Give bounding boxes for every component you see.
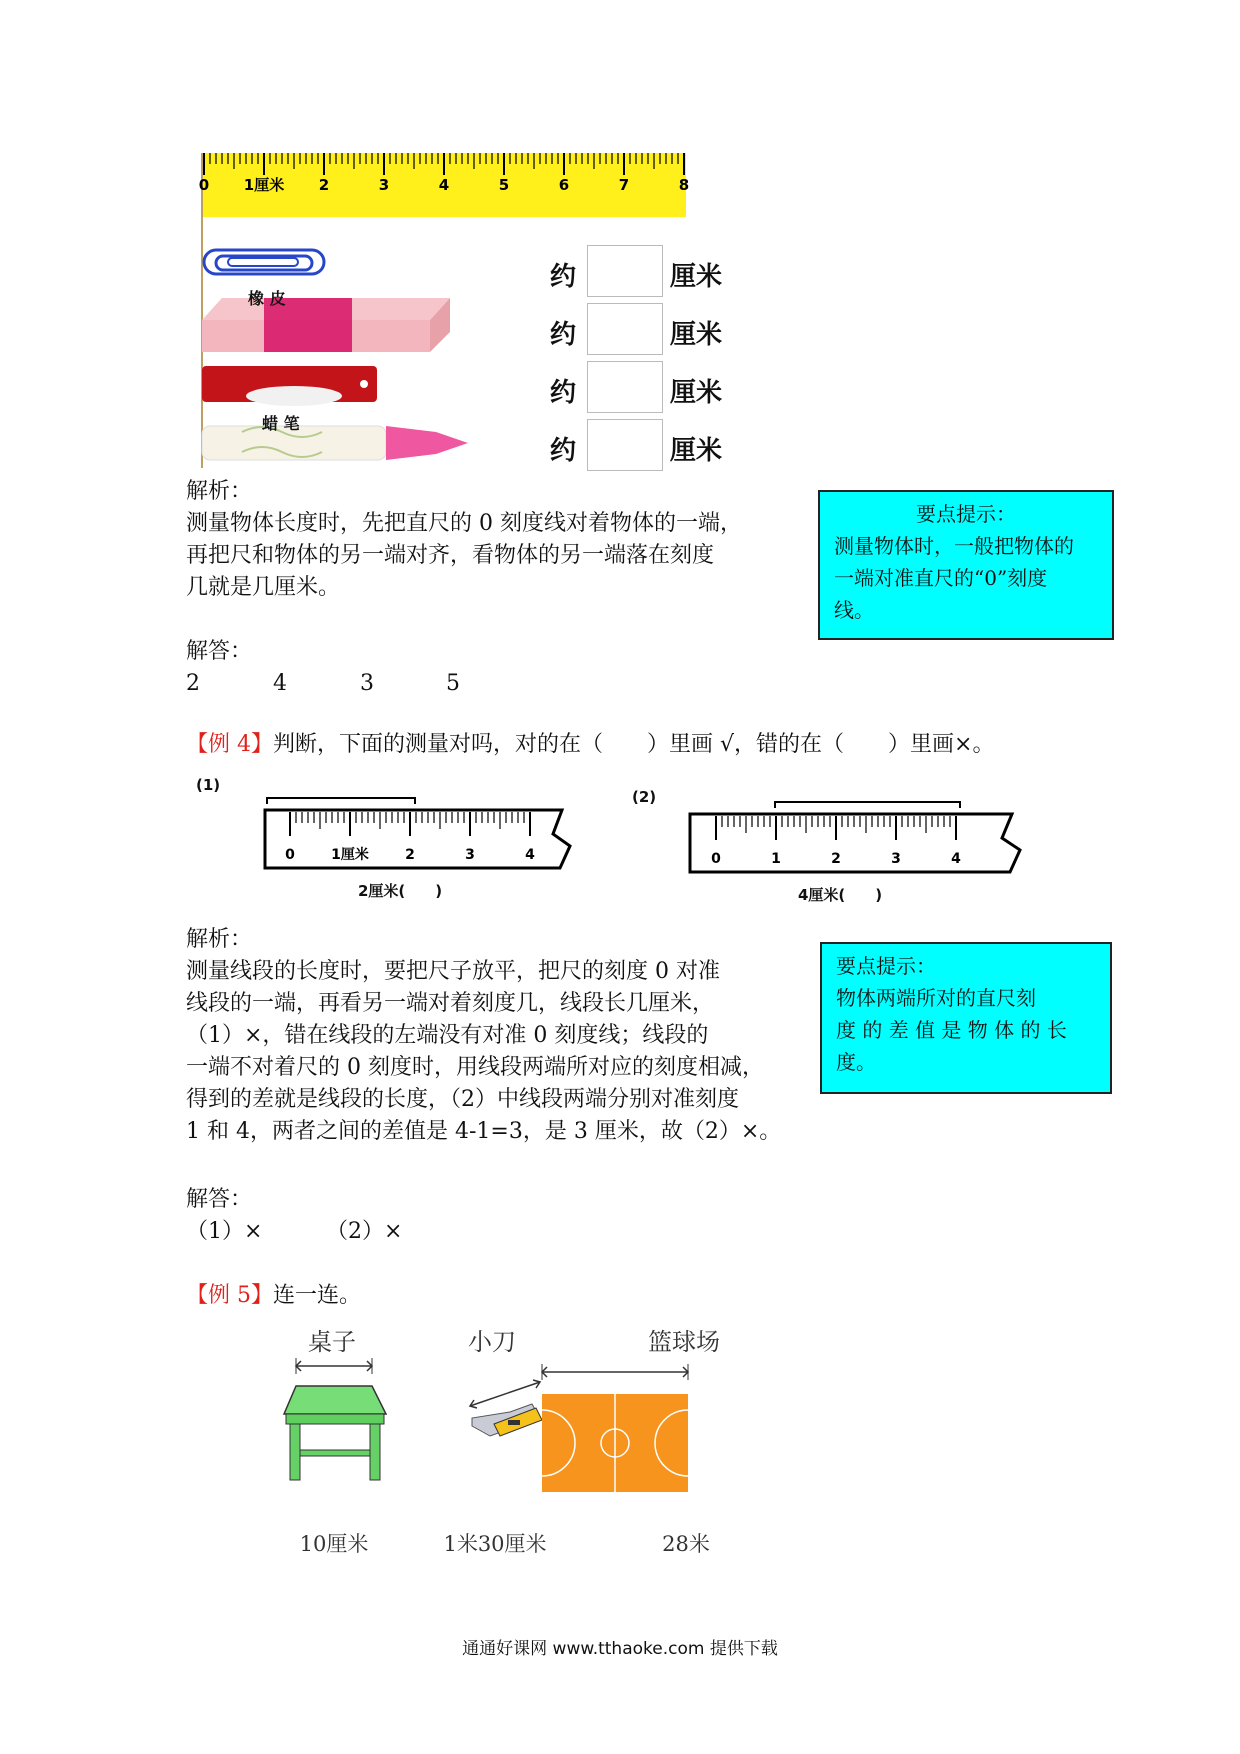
ruler-tick-label: 7 (618, 176, 630, 194)
ex4-answer-1: （1）× (186, 1219, 263, 1244)
answer-box[interactable] (587, 245, 663, 297)
fig1-caption: 2厘米( ) (358, 882, 443, 900)
approx-label: 约 (550, 378, 577, 408)
ex4-analysis-line-2: 线段的一端，再看另一端对着刻度几，线段长几厘米， (186, 991, 715, 1016)
ex3-analysis-title: 解析： (186, 479, 253, 504)
answer-box[interactable] (587, 419, 663, 471)
tip-line: 测量物体时，一般把物体的 (834, 534, 1074, 558)
tip-line: 一端对准直尺的“0”刻度 (834, 566, 1048, 590)
ruler-tick-label: 2 (318, 176, 330, 194)
ruler-tick-label: 1 (771, 851, 781, 867)
object-label-court: 篮球场 (648, 1328, 720, 1356)
approx-label: 约 (550, 262, 577, 292)
tip-line: 度。 (836, 1050, 876, 1074)
tip-title: 要点提示： (916, 502, 1016, 526)
ex3-answer-title: 解答： (186, 639, 253, 664)
ruler-tick-label: 5 (498, 176, 510, 194)
eraser-icon (202, 298, 450, 352)
ex4-question (186, 729, 994, 761)
fig2-caption: 4厘米( ) (798, 886, 883, 904)
ex4-question-text: 判断，下面的测量对吗，对的在（ ）里画 √，错的在（ ）里画×。 (273, 732, 995, 757)
ex4-figure-1 (190, 776, 590, 906)
answer-box[interactable] (587, 303, 663, 355)
approx-label: 约 (550, 436, 577, 466)
ruler-tick-label: 0 (285, 847, 295, 863)
ex4-analysis-line-6: 1 和 4，两者之间的差值是 4-1=3，是 3 厘米，故（2）×。 (186, 1119, 782, 1144)
unit-label: 厘米 (670, 262, 723, 292)
basketball-court-icon (542, 1364, 688, 1492)
object-label-desk: 桌子 (308, 1328, 356, 1356)
ex3-answer-1: 2 (186, 671, 200, 696)
tip-line: 物体两端所对的直尺刻 (836, 986, 1036, 1010)
ruler-tick-label: 8 (678, 176, 690, 194)
ruler-tick-label: 4 (951, 851, 961, 867)
ex5-question (186, 1280, 361, 1312)
ruler-tick-label: 1厘米 (243, 176, 285, 194)
ruler-tick-label: 2 (831, 851, 841, 867)
ruler-tick-label: 3 (378, 176, 390, 194)
ex5-label: 【例 5】 (186, 1283, 273, 1308)
ex3-answer-3: 3 (360, 671, 374, 696)
ruler-tick-label: 3 (465, 847, 475, 863)
ex4-tip-box (820, 942, 1112, 1094)
ruler-tick-label: 4 (525, 847, 535, 863)
page-footer: 通通好课网 www.tthaoke.com 提供下载 (462, 1639, 778, 1659)
length-option-2[interactable]: 1米30厘米 (443, 1532, 547, 1556)
eraser-label: 橡 皮 (248, 289, 286, 308)
ex4-figure-2 (620, 776, 1040, 906)
desk-icon (284, 1358, 386, 1480)
ex3-analysis-line-2: 再把尺和物体的另一端对齐，看物体的另一端落在刻度 (186, 543, 715, 568)
unit-label: 厘米 (670, 436, 723, 466)
ruler-tick-label: 4 (438, 176, 450, 194)
tip-line: 度 的 差 值 是 物 体 的 长 (836, 1018, 1067, 1042)
ex3-answer-4: 5 (446, 671, 460, 696)
crayon-label: 蜡 笔 (262, 414, 300, 433)
ex4-analysis-line-4: 一端不对着尺的 0 刻度时，用线段两端所对应的刻度相减， (186, 1055, 764, 1080)
object-label-knife: 小刀 (468, 1328, 516, 1356)
unit-label: 厘米 (670, 378, 723, 408)
answer-box[interactable] (587, 361, 663, 413)
ex4-analysis-line-5: 得到的差就是线段的长度，（2）中线段两端分别对准刻度 (186, 1087, 739, 1112)
ruler-tick-label: 3 (891, 851, 901, 867)
ex4-analysis-title: 解析： (186, 927, 253, 952)
unit-label: 厘米 (670, 320, 723, 350)
tip-title: 要点提示： (836, 954, 936, 978)
ex3-answer-2: 4 (273, 671, 287, 696)
tip-line: 线。 (834, 598, 874, 622)
fig2-number: (2) (632, 788, 657, 806)
ex5-question-text: 连一连。 (273, 1283, 362, 1308)
length-option-1[interactable]: 10厘米 (299, 1532, 369, 1556)
ruler-tick-label: 2 (405, 847, 415, 863)
ex5-figures (280, 1356, 840, 1536)
ex4-analysis-line-1: 测量线段的长度时，要把尺子放平，把尺的刻度 0 对准 (186, 959, 720, 984)
ruler-tick-label: 6 (558, 176, 570, 194)
segment-bracket (267, 798, 415, 804)
knife-icon (470, 1380, 542, 1436)
paperclip-icon (204, 250, 324, 274)
ex3-tip-box (818, 490, 1114, 640)
approx-label: 约 (550, 320, 577, 350)
pencil-sharpener-icon (202, 366, 377, 406)
ex4-label: 【例 4】 (186, 732, 273, 757)
ex4-answer-title: 解答： (186, 1187, 253, 1212)
segment-bracket (775, 802, 960, 808)
fig1-number: (1) (196, 776, 221, 794)
ex4-answer-2: （2）× (326, 1219, 403, 1244)
ruler-tick-label: 0 (711, 851, 721, 867)
length-option-3[interactable]: 28米 (662, 1532, 710, 1556)
ex3-analysis-line-1: 测量物体长度时，先把直尺的 0 刻度线对着物体的一端， (186, 511, 742, 536)
ex3-analysis-line-3: 几就是几厘米。 (186, 575, 341, 600)
ruler-tick-label: 1厘米 (331, 847, 369, 863)
crayon-icon (202, 426, 468, 460)
ex4-analysis-line-3: （1）×，错在线段的左端没有对准 0 刻度线；线段的 (186, 1023, 709, 1048)
ruler-tick-label: 0 (198, 176, 210, 194)
